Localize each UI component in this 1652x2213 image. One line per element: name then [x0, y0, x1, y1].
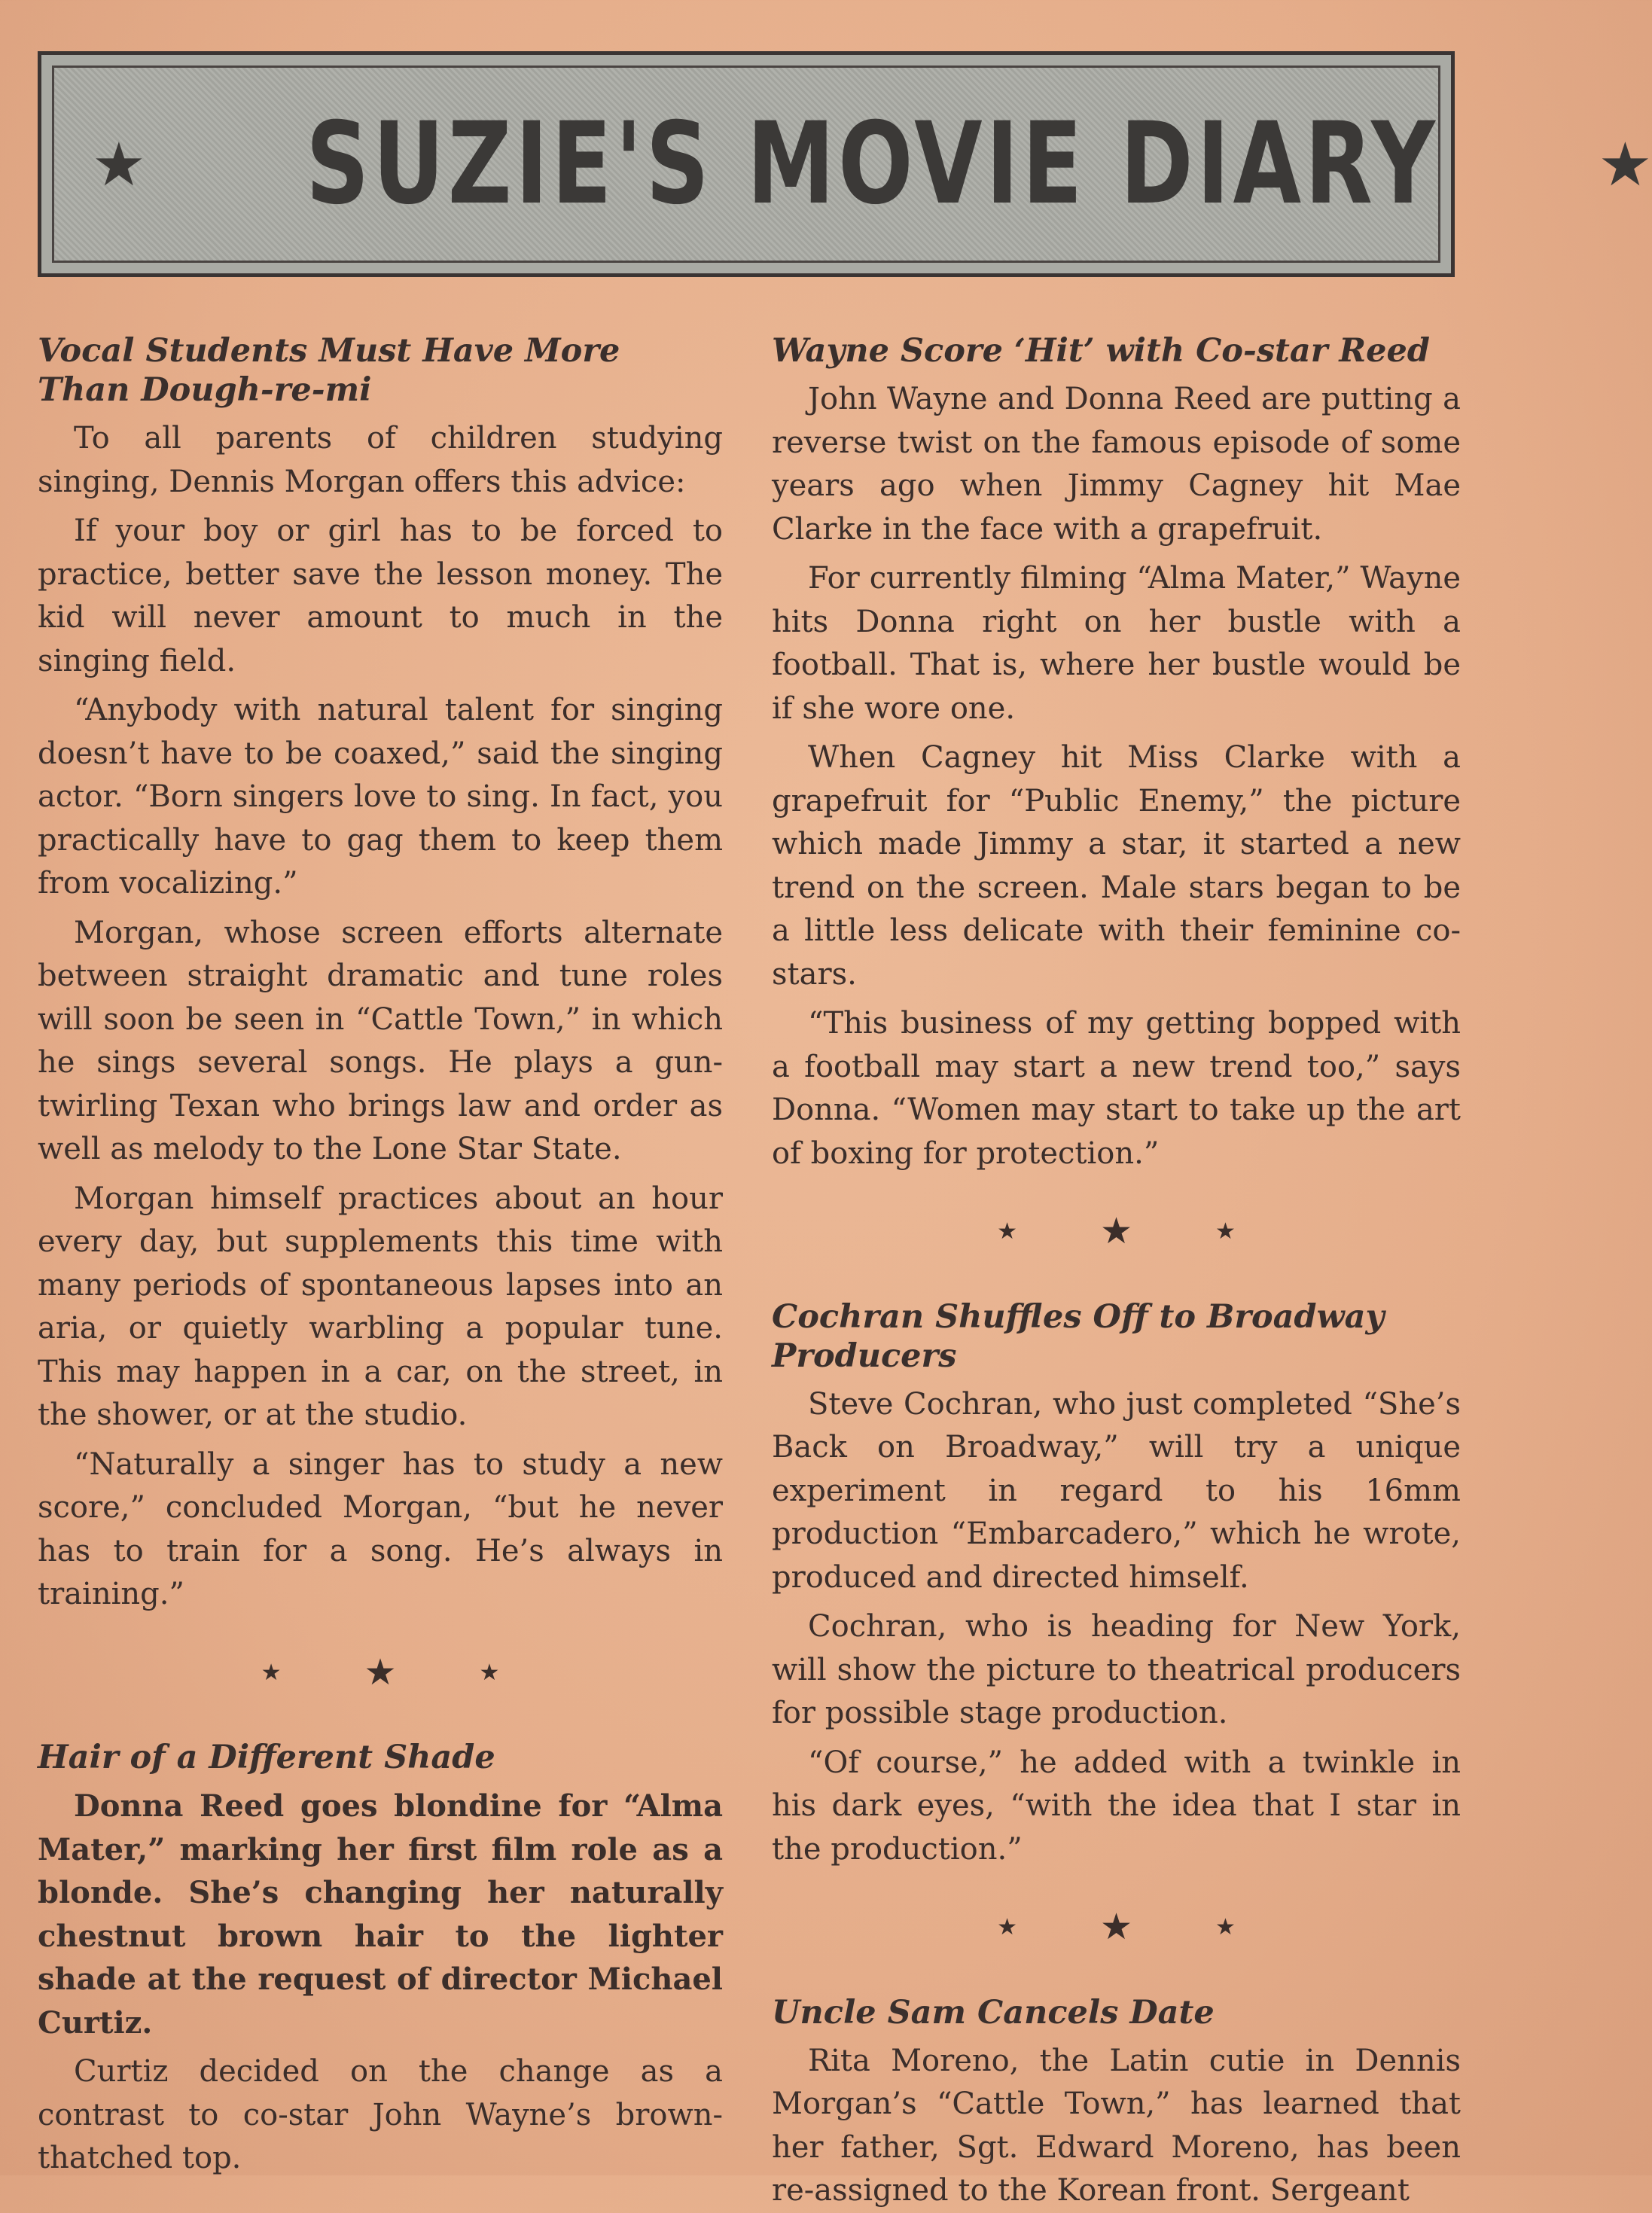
article-paragraph: John Wayne and Donna Reed are putting a reverse twist on the famous episode of some years ago when Jimmy Cagney hit Mae Clarke in the face with a grapefruit.	[772, 382, 1461, 547]
article-headline	[38, 331, 723, 410]
article-headline: Uncle Sam Cancels Date	[772, 1993, 1215, 2032]
article-paragraph: “Anybody with natural talent for singing doesn’t have to be coaxed,” said the singing actor. “Born singers love to sing. In fact, you practically have to gag them to keep them from vocalizing.”	[38, 693, 723, 901]
article-vocal-students	[38, 331, 723, 1617]
title-banner-panel	[52, 66, 1652, 263]
star-icon: ★	[1215, 1914, 1236, 1940]
star-icon: ★	[1598, 129, 1652, 200]
section-divider	[38, 1651, 723, 1695]
article-paragraph: To all parents of children studying singing, Dennis Morgan offers this advice:	[38, 421, 723, 499]
article-paragraph: Steve Cochran, who just completed “She’s Back on Broadway,” will try a unique experiment in regard to his 16mm production “Embarcadero,” which he wrote, produced and directed himself.	[772, 1386, 1461, 1595]
star-icon: ★	[1099, 1210, 1133, 1252]
article-uncle-sam	[772, 1993, 1461, 2213]
article-paragraph: “This business of my getting bopped with a football may start a new trend too,” says Donna. “Women may start to take up the art of boxing for protection.”	[772, 1006, 1461, 1171]
star-icon: ★	[997, 1914, 1017, 1940]
star-icon: ★	[92, 129, 146, 200]
article-paragraph: Cochran, who is heading for New York, will show the picture to theatrical producers for possible stage production.	[772, 1609, 1461, 1730]
star-icon: ★	[364, 1651, 397, 1693]
title-banner	[38, 51, 1652, 277]
star-icon: ★	[261, 1659, 282, 1686]
article-paragraph: Rita Moreno, the Latin cutie in Dennis Morgan’s “Cattle Town,” has learned that her father, Sgt. Edward Moreno, has been re-assigned to the Korean front. Sergeant	[772, 2043, 1461, 2208]
headline-line: Vocal Students Must Have More	[38, 332, 620, 370]
star-icon: ★	[1215, 1218, 1236, 1245]
article-paragraph: Donna Reed goes blondine for “Alma Mater,” marking her first film role as a blonde. She’s changing her naturally chestnut brown hair to the lighter shade at the request of director Michael Curtiz.	[38, 1788, 723, 2041]
article-paragraph: Curtiz decided on the change as a contrast to co-star John Wayne’s brown-thatched top.	[38, 2054, 723, 2175]
article-hair-shade	[38, 1738, 723, 2181]
article-paragraph: When Cagney hit Miss Clarke with a grapefruit for “Public Enemy,” the picture which made Jimmy a star, it started a new trend on the screen. Male stars began to be a little less delicate with their feminine co-stars.	[772, 740, 1461, 992]
right-column	[772, 331, 1461, 2213]
article-headline: Hair of a Different Shade	[38, 1739, 495, 1776]
left-column	[38, 331, 723, 2181]
star-icon: ★	[1099, 1906, 1133, 1948]
article-headline: Wayne Score ‘Hit’ with Co-star Reed	[772, 332, 1430, 370]
star-icon: ★	[479, 1659, 500, 1686]
headline-line: Than Dough-re-mi	[38, 371, 372, 409]
article-paragraph: Morgan, whose screen efforts alternate between straight dramatic and tune roles will soon be seen in “Cattle Town,” in which he sings several songs. He plays a gun-twirling Texan who brings law and order as well as melody to the Lone Star State.	[38, 915, 723, 1166]
article-paragraph: “Naturally a singer has to study a new score,” concluded Morgan, “but he never has to train for a song. He’s always in training.”	[38, 1446, 723, 1611]
section-divider	[772, 1906, 1461, 1949]
article-headline: Cochran Shuffles Off to Broadway Producers	[772, 1297, 1385, 1375]
page-title: SUZIE'S MOVIE DIARY	[305, 99, 1439, 230]
article-wayne-reed	[772, 331, 1461, 1175]
article-paragraph: If your boy or girl has to be forced to practice, better save the lesson money. The kid will never amount to much in the singing field.	[38, 514, 723, 678]
article-paragraph: For currently filming “Alma Mater,” Wayne hits Donna right on her bustle with a football. That is, where her bustle would be if she wore one.	[772, 561, 1461, 726]
article-paragraph: “Of course,” he added with a twinkle in his dark eyes, “with the idea that I star in the production.”	[772, 1745, 1461, 1867]
star-icon: ★	[997, 1218, 1017, 1245]
article-cochran	[772, 1297, 1461, 1872]
article-paragraph: Morgan himself practices about an hour every day, but supplements this time with many periods of spontaneous lapses into an aria, or quietly warbling a popular tune. This may happen in a car, on the street, in the shower, or at the studio.	[38, 1181, 723, 1432]
section-divider	[772, 1210, 1461, 1254]
